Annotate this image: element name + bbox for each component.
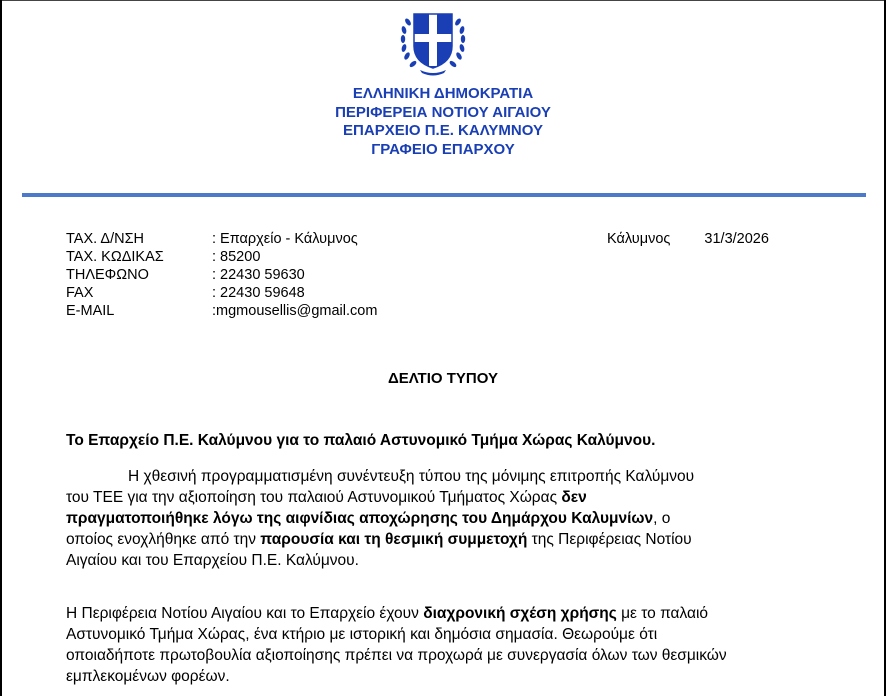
place-date [607, 230, 769, 248]
bold-run: παρουσία και τη θεσμική συμμετοχή [260, 531, 528, 548]
paragraph-1 [66, 466, 826, 571]
text-run: , ο [653, 510, 671, 527]
contact-info [66, 230, 377, 320]
contact-row-address [66, 230, 377, 248]
contact-label: ΤΗΛΕΦΩΝΟ [66, 267, 149, 283]
place: Κάλυμνος [607, 231, 671, 247]
header-prefecture-office: ΕΠΑΡΧΕΙΟ Π.Ε. ΚΑΛΥΜΝΟΥ [343, 122, 543, 139]
header-region: ΠΕΡΙΦΕΡΕΙΑ ΝΟΤΙΟΥ ΑΙΓΑΙΟΥ [335, 103, 551, 121]
date: 31/3/2026 [704, 231, 769, 247]
contact-value: : 22430 59648 [212, 285, 305, 301]
paragraph-line: οποιαδήποτε πρωτοβουλία αξιοποίησης πρέπει να προχωρά με συνεργασία όλων των θεσμικών [66, 647, 727, 664]
paragraph-line: Αιγαίου και του Επαρχείου Π.Ε. Καλύμνου. [66, 552, 359, 569]
page-top-border [0, 0, 886, 1]
contact-row-fax [66, 284, 377, 302]
contact-value: :mgmousellis@gmail.com [212, 303, 378, 319]
paragraph-line: Η χθεσινή προγραμματισμένη συνέντευξη τύπου της μόνιμης επιτροπής Καλύμνου [128, 468, 695, 485]
contact-label: FAX [66, 285, 94, 301]
contact-label: E-MAIL [66, 303, 115, 319]
header-office: ΓΡΑΦΕΙΟ ΕΠΑΡΧΟΥ [371, 140, 515, 158]
paragraph-line: εμπλεκομένων φορέων. [66, 668, 230, 685]
text-run: της Περιφέρειας Νοτίου [527, 531, 692, 548]
paragraph-line [66, 603, 826, 624]
paragraph-line [66, 529, 826, 550]
contact-label: ΤΑΧ. ΚΩΔΙΚΑΣ [66, 249, 164, 265]
bold-run: πραγματοποιήθηκε λόγω της αιφνίδιας αποχώρησης του Δημάρχου Καλυμνίων [66, 510, 654, 527]
contact-label: ΤΑΧ. Δ/ΝΣΗ [66, 231, 145, 247]
contact-row-email [66, 302, 377, 320]
contact-row-phone [66, 266, 377, 284]
paragraph-line [66, 508, 826, 529]
bold-run: διαχρονική σχέση χρήσης [423, 605, 617, 622]
paragraph-line [66, 487, 826, 508]
header-country: ΕΛΛΗΝΙΚΗ ΔΗΜΟΚΡΑΤΙΑ [352, 85, 534, 102]
paragraph-line: Αστυνομικό Τμήμα Χώρας, ένα κτήριο με ιστορική και δημόσια σημασία. Θεωρούμε ότι [66, 626, 658, 643]
issuer-header [0, 85, 886, 159]
header-divider [22, 193, 866, 197]
contact-row-postcode [66, 248, 377, 266]
press-release-subject: Το Επαρχείο Π.Ε. Καλύμνου για το παλαιό Αστυνομικό Τμήμα Χώρας Καλύμνου. [66, 432, 656, 449]
contact-value: : Επαρχείο - Κάλυμνος [212, 231, 358, 247]
bold-run: δεν [561, 489, 587, 506]
document-title: ΔΕΛΤΙΟ ΤΥΠΟΥ [388, 370, 498, 387]
hellenic-republic-emblem-icon [398, 4, 468, 78]
text-run: με το παλαιό [616, 605, 709, 622]
text-run: οποίος ενοχλήθηκε από την [66, 531, 261, 548]
paragraph-2 [66, 603, 826, 687]
text-run: Η Περιφέρεια Νοτίου Αιγαίου και το Επαρχείο έχουν [66, 605, 424, 622]
contact-value: : 85200 [212, 249, 261, 265]
text-run: του ΤΕΕ για την αξιοποίηση του παλαιού Αστυνομικού Τμήματος Χώρας [66, 489, 562, 506]
contact-value: : 22430 59630 [212, 267, 305, 283]
